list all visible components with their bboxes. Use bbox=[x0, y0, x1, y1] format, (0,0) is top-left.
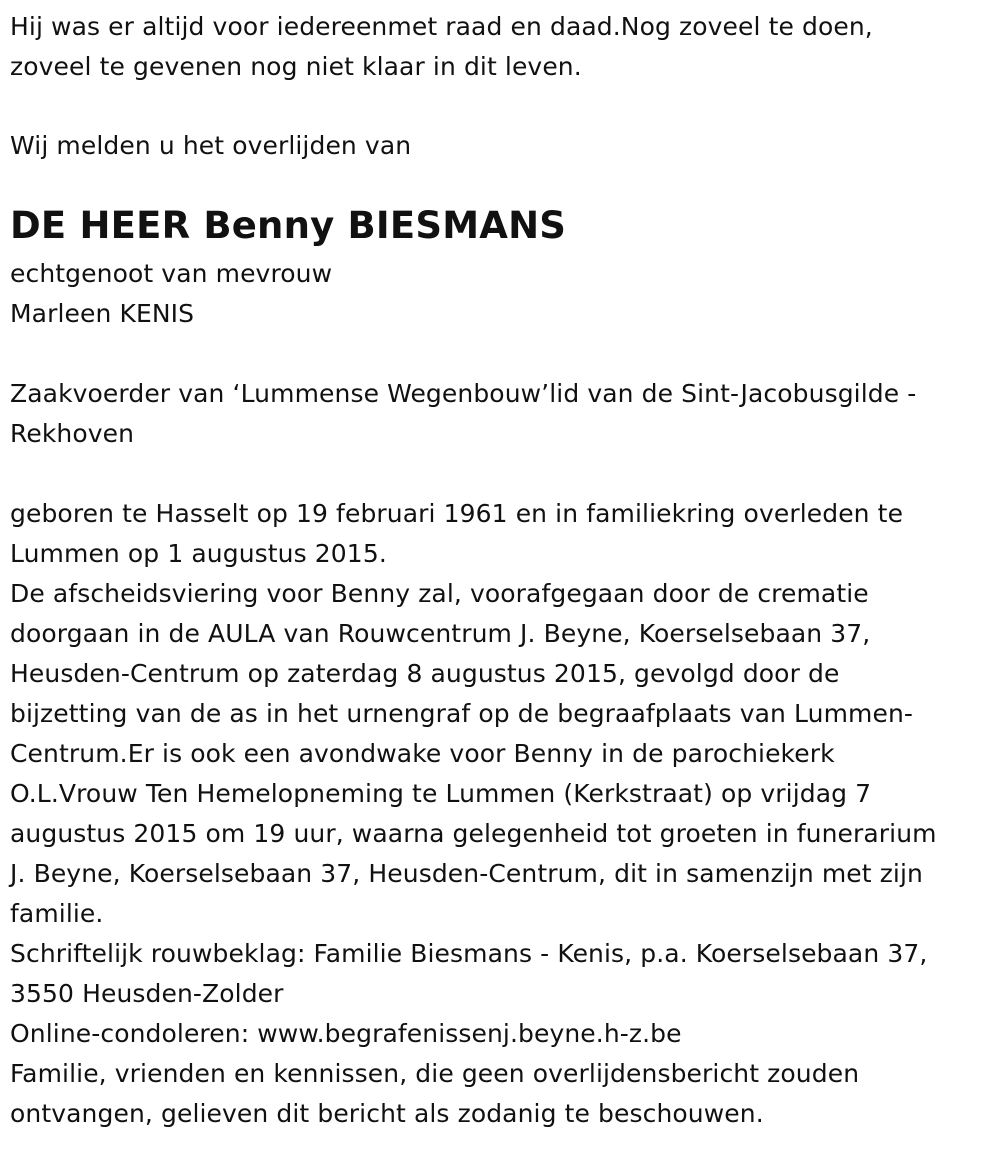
closing-line: Familie, vrienden en kennissen, die geen overlijdensbericht zouden bbox=[10, 1059, 860, 1088]
details-line: bijzetting van de as in het urnengraf op de begraafplaats van Lummen- bbox=[10, 699, 914, 728]
details-line: augustus 2015 om 19 uur, waarna gelegenheid tot groeten in funerarium bbox=[10, 819, 937, 848]
details-line: De afscheidsviering voor Benny zal, voorafgegaan door de crematie bbox=[10, 579, 869, 608]
details-line: geboren te Hasselt op 19 februari 1961 en in familiekring overleden te bbox=[10, 499, 904, 528]
details-line: J. Beyne, Koerselsebaan 37, Heusden-Centrum, dit in samenzijn met zijn bbox=[10, 859, 923, 888]
deceased-name: DE HEER Benny BIESMANS bbox=[10, 204, 567, 247]
details-line: Centrum.Er is ook een avondwake voor Benny in de parochiekerk bbox=[10, 739, 835, 768]
spouse-line-1: echtgenoot van mevrouw bbox=[10, 259, 333, 288]
spouse-line-2: Marleen KENIS bbox=[10, 299, 195, 328]
role-line-2: Rekhoven bbox=[10, 419, 135, 448]
details-line: Heusden-Centrum op zaterdag 8 augustus 2015, gevolgd door de bbox=[10, 659, 840, 688]
condolence-address-line: 3550 Heusden-Zolder bbox=[10, 979, 284, 1008]
intro-line-1: Hij was er altijd voor iedereenmet raad en daad.Nog zoveel te doen, bbox=[10, 12, 873, 41]
condolence-address-line: Schriftelijk rouwbeklag: Familie Biesmans - Kenis, p.a. Koerselsebaan 37, bbox=[10, 939, 928, 968]
details-line: Lummen op 1 augustus 2015. bbox=[10, 539, 387, 568]
closing-line: ontvangen, gelieven dit bericht als zodanig te beschouwen. bbox=[10, 1099, 764, 1128]
intro-line-2: zoveel te gevenen nog niet klaar in dit leven. bbox=[10, 52, 582, 81]
online-condolence-line: Online-condoleren: www.begrafenissenj.beyne.h-z.be bbox=[10, 1019, 682, 1048]
details-line: O.L.Vrouw Ten Hemelopneming te Lummen (Kerkstraat) op vrijdag 7 bbox=[10, 779, 872, 808]
details-line: doorgaan in de AULA van Rouwcentrum J. Beyne, Koerselsebaan 37, bbox=[10, 619, 871, 648]
role-line-1: Zaakvoerder van ‘Lummense Wegenbouw’lid van de Sint-Jacobusgilde - bbox=[10, 379, 917, 408]
details-line: familie. bbox=[10, 899, 104, 928]
announcement-text: Wij melden u het overlijden van bbox=[10, 131, 412, 160]
